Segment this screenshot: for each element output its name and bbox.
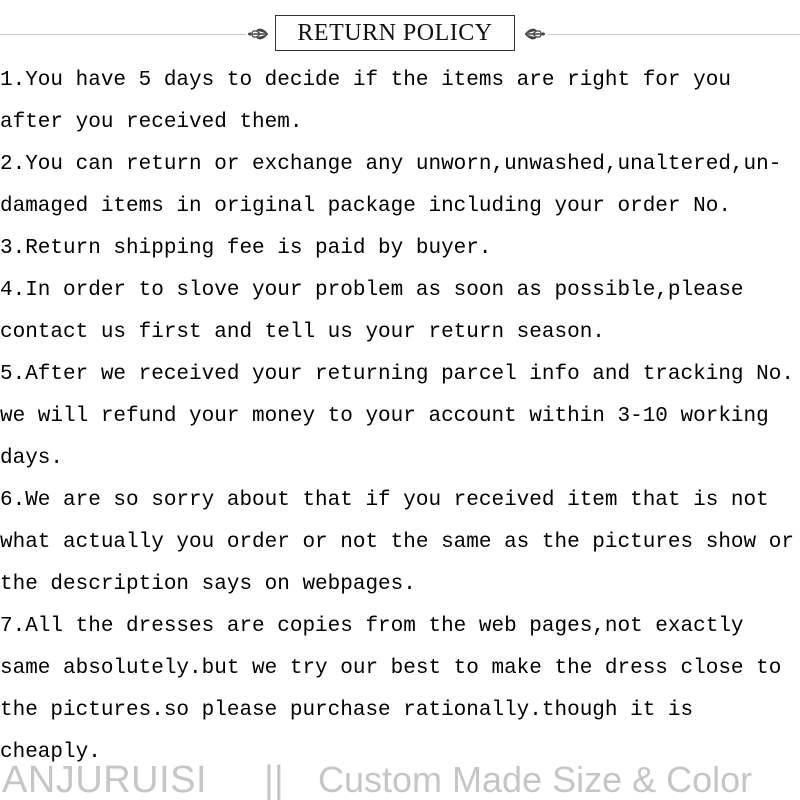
policy-header bbox=[0, 14, 800, 56]
policy-item-4: 4.In order to slove your problem as soon as possible,please contact us first and tell us your return season. bbox=[0, 279, 744, 344]
brand-watermark: ANJURUISI bbox=[2, 760, 208, 800]
policy-item-5: 5.After we received your returning parcel info and tracking No. we will refund your money to your account within 3-10 working days. bbox=[0, 363, 794, 470]
fleur-ornament-left-icon bbox=[246, 22, 272, 46]
watermark-footer bbox=[0, 760, 800, 800]
policy-item-6: 6.We are so sorry about that if you received item that is not what actually you order or not the same as the pictures show or the description says on webpages. bbox=[0, 489, 794, 596]
fleur-ornament-right-icon bbox=[521, 22, 547, 46]
policy-item-2: 2.You can return or exchange any unworn,unwashed,unaltered,un- damaged items in original package including your order No. bbox=[0, 153, 782, 218]
watermark-tagline: Custom Made Size & Color bbox=[318, 760, 753, 800]
watermark-separator: || bbox=[264, 760, 284, 800]
policy-item-3: 3.Return shipping fee is paid by buyer. bbox=[0, 237, 492, 260]
page-title: RETURN POLICY bbox=[275, 15, 515, 51]
policy-item-7: 7.All the dresses are copies from the web pages,not exactly same absolutely.but we try our best to make the dress close to the pictures.so please purchase rationally.though it is cheaply. bbox=[0, 615, 782, 764]
header-rule-right bbox=[548, 34, 800, 35]
policy-item-1: 1.You have 5 days to decide if the items are right for you after you received them. bbox=[0, 69, 731, 134]
policy-list bbox=[0, 60, 800, 774]
header-rule-left bbox=[0, 34, 246, 35]
